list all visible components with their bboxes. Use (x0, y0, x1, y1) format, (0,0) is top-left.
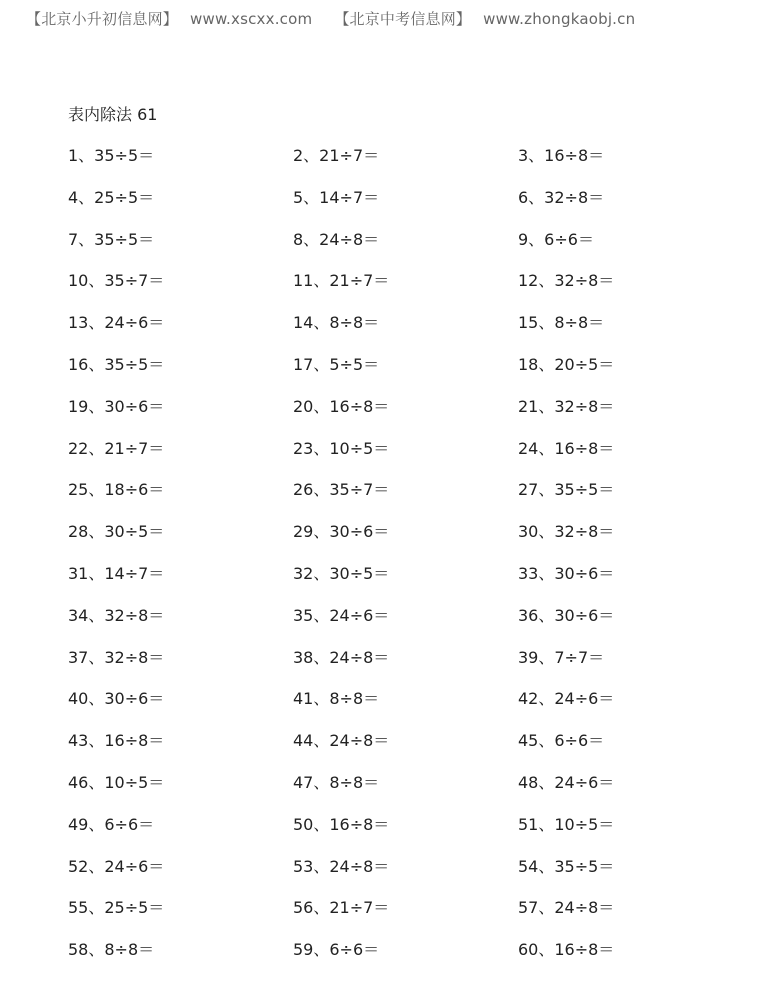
problem-item: 37、32÷8＝ (68, 647, 165, 667)
problem-item: 47、8÷8＝ (293, 772, 380, 792)
problem-item: 6、32÷8＝ (518, 187, 605, 207)
problem-item: 43、16÷8＝ (68, 731, 165, 751)
problem-item: 23、10÷5＝ (293, 438, 390, 458)
problem-item: 30、32÷8＝ (518, 522, 615, 542)
title-number: 61 (137, 105, 158, 124)
problem-item: 11、21÷7＝ (293, 271, 390, 291)
problem-item: 48、24÷6＝ (518, 772, 615, 792)
site1-name: 【北京小升初信息网】 (26, 10, 179, 28)
problem-item: 26、35÷7＝ (293, 480, 390, 500)
problem-item: 27、35÷5＝ (518, 480, 615, 500)
problem-item: 41、8÷8＝ (293, 689, 380, 709)
problem-item: 19、30÷6＝ (68, 396, 165, 416)
problem-item: 56、21÷7＝ (293, 898, 390, 918)
problem-item: 33、30÷6＝ (518, 563, 615, 583)
problem-item: 51、10÷5＝ (518, 814, 615, 834)
problem-item: 45、6÷6＝ (518, 731, 605, 751)
site2-url: www.zhongkaobj.cn (483, 10, 636, 28)
page-header (26, 8, 635, 29)
problem-item: 16、35÷5＝ (68, 354, 165, 374)
problem-item: 20、16÷8＝ (293, 396, 390, 416)
problem-item: 57、24÷8＝ (518, 898, 615, 918)
problem-item: 25、18÷6＝ (68, 480, 165, 500)
problem-item: 15、8÷8＝ (518, 313, 605, 333)
problem-item: 53、24÷8＝ (293, 856, 390, 876)
site1-url: www.xscxx.com (190, 10, 313, 28)
problem-item: 21、32÷8＝ (518, 396, 615, 416)
problem-item: 17、5÷5＝ (293, 354, 380, 374)
problem-item: 59、6÷6＝ (293, 940, 380, 960)
problem-item: 24、16÷8＝ (518, 438, 615, 458)
site2-name: 【北京中考信息网】 (334, 10, 472, 28)
problem-item: 50、16÷8＝ (293, 814, 390, 834)
problem-item: 2、21÷7＝ (293, 146, 380, 165)
problem-item: 8、24÷8＝ (293, 229, 380, 249)
problem-grid (68, 144, 768, 980)
problem-item: 46、10÷5＝ (68, 772, 165, 792)
problem-item: 10、35÷7＝ (68, 271, 165, 291)
title-text: 表内除法 (68, 105, 133, 124)
problem-item: 14、8÷8＝ (293, 313, 380, 333)
problem-item: 42、24÷6＝ (518, 689, 615, 709)
problem-item: 38、24÷8＝ (293, 647, 390, 667)
problem-item: 39、7÷7＝ (518, 647, 605, 667)
problem-item: 18、20÷5＝ (518, 354, 615, 374)
problem-item: 36、30÷6＝ (518, 605, 615, 625)
problem-item: 44、24÷8＝ (293, 731, 390, 751)
problem-item: 54、35÷5＝ (518, 856, 615, 876)
problem-item: 60、16÷8＝ (518, 940, 615, 960)
problem-item: 12、32÷8＝ (518, 271, 615, 291)
problem-item: 55、25÷5＝ (68, 898, 165, 918)
problem-item: 40、30÷6＝ (68, 689, 165, 709)
problem-item: 4、25÷5＝ (68, 187, 155, 207)
problem-item: 32、30÷5＝ (293, 563, 390, 583)
problem-item: 5、14÷7＝ (293, 187, 380, 207)
problem-item: 29、30÷6＝ (293, 522, 390, 542)
worksheet-title (68, 102, 157, 125)
problem-item: 1、35÷5＝ (68, 146, 155, 165)
problem-item: 13、24÷6＝ (68, 313, 165, 333)
problem-item: 31、14÷7＝ (68, 563, 165, 583)
problem-item: 7、35÷5＝ (68, 229, 155, 249)
problem-item: 58、8÷8＝ (68, 940, 155, 960)
problem-item: 52、24÷6＝ (68, 856, 165, 876)
problem-item: 9、6÷6＝ (518, 229, 594, 249)
problem-item: 35、24÷6＝ (293, 605, 390, 625)
problem-item: 3、16÷8＝ (518, 146, 605, 165)
problem-item: 34、32÷8＝ (68, 605, 165, 625)
problem-item: 28、30÷5＝ (68, 522, 165, 542)
problem-item: 49、6÷6＝ (68, 814, 155, 834)
problem-item: 22、21÷7＝ (68, 438, 165, 458)
